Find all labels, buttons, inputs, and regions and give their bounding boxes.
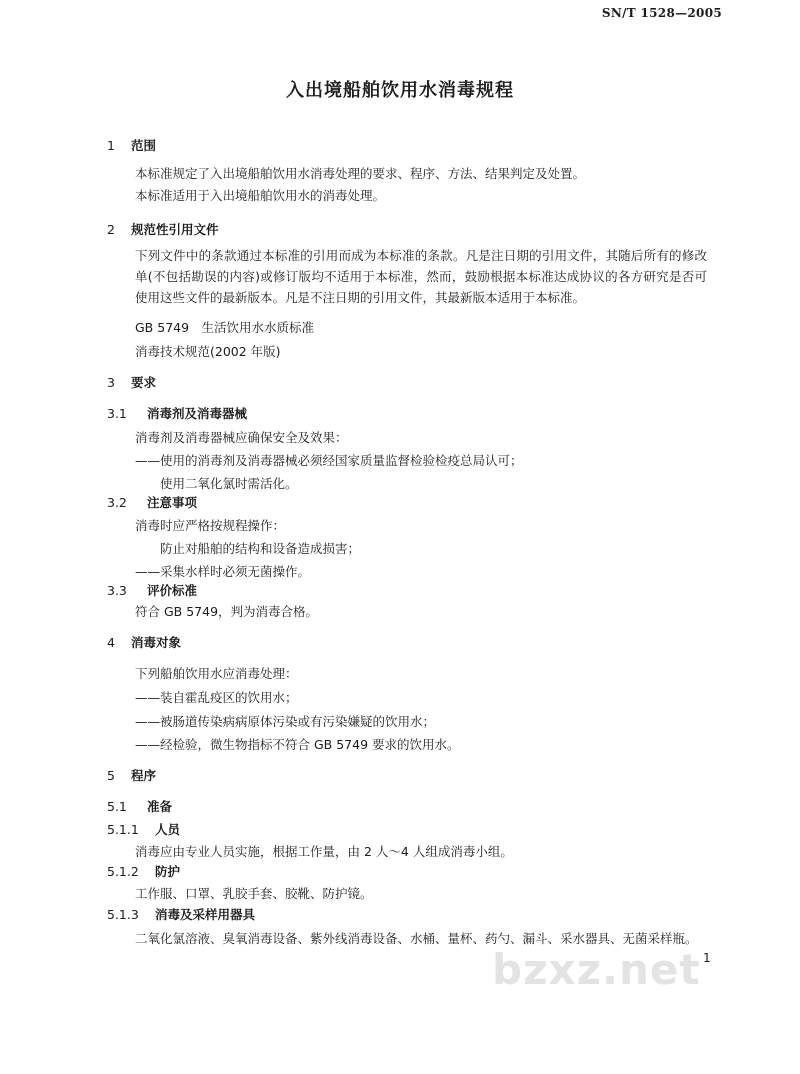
- section-4-heading: [107, 633, 181, 651]
- section-1-heading: [107, 136, 156, 154]
- section-number: 2: [107, 222, 115, 237]
- section-3-heading: [107, 373, 156, 391]
- section-number: 4: [107, 635, 115, 650]
- subsection-5-1-heading: [107, 797, 172, 815]
- subsection-3-1-heading: [107, 404, 247, 422]
- subsection-3-2-heading: [107, 493, 197, 511]
- subsection-title: 注意事项: [147, 495, 198, 510]
- section-title: 规范性引用文件: [131, 222, 219, 237]
- section-title: 程序: [131, 768, 157, 783]
- page-title: 入出境船舶饮用水消毒规程: [286, 80, 514, 101]
- section-title: 范围: [131, 138, 157, 153]
- paragraph: 符合 GB 5749，判为消毒合格。: [135, 604, 319, 619]
- list-item: ——使用的消毒剂及消毒器械必须经国家质量监督检验检疫总局认可；: [135, 453, 523, 468]
- list-item: ——装自霍乱疫区的饮用水；: [135, 690, 298, 705]
- section-5-heading: [107, 766, 156, 784]
- list-item: ——采集水样时必须无菌操作。: [135, 564, 311, 579]
- subsection-number: 3.2: [107, 495, 127, 510]
- subsection-number: 5.1: [107, 799, 127, 814]
- paragraph: 下列文件中的条款通过本标准的引用而成为本标准的条款。凡是注日期的引用文件，其随后所有的修改单(不包括勘误的内容)或修订版均不适用于本标准，然而，鼓励根据本标准达成协议的各方研究是否可使用这些文件的最新版本。凡是不注日期的引用文件，其最新版本适用于本标准。: [135, 248, 707, 305]
- subsection-number: 5.1.2: [107, 864, 139, 879]
- list-item: 使用二氧化氯时需活化。: [160, 476, 298, 491]
- section-title: 消毒对象: [131, 635, 182, 650]
- paragraph: 消毒剂及消毒器械应确保安全及效果：: [135, 430, 348, 445]
- section-number: 1: [107, 138, 115, 153]
- paragraph: 下列船舶饮用水应消毒处理：: [135, 666, 298, 681]
- subsection-number: 3.3: [107, 583, 127, 598]
- section-number: 3: [107, 375, 115, 390]
- list-item: ——经检验，微生物指标不符合 GB 5749 要求的饮用水。: [135, 737, 460, 752]
- subsection-number: 5.1.1: [107, 822, 139, 837]
- subsection-title: 评价标准: [147, 583, 198, 598]
- subsection-number: 5.1.3: [107, 907, 139, 922]
- subsection-title: 防护: [155, 864, 181, 879]
- paragraph: 二氧化氯溶液、臭氧消毒设备、紫外线消毒设备、水桶、量杯、药勺、漏斗、采水器具、无菌采样瓶。: [135, 931, 698, 946]
- subsection-5-1-1-heading: [107, 820, 180, 838]
- subsection-title: 消毒剂及消毒器械: [147, 406, 248, 421]
- section-title: 要求: [131, 375, 157, 390]
- subsection-3-3-heading: [107, 581, 197, 599]
- paragraph: 工作服、口罩、乳胶手套、胶靴、防护镜。: [135, 886, 373, 901]
- watermark-logo: bzxz.net: [492, 945, 701, 994]
- subsection-title: 消毒及采样用器具: [155, 907, 256, 922]
- list-item: 防止对船舶的结构和设备造成损害；: [160, 541, 361, 556]
- paragraph: 本标准适用于入出境船舶饮用水的消毒处理。: [135, 188, 386, 203]
- paragraph: 消毒应由专业人员实施，根据工作量，由 2 人～4 人组成消毒小组。: [135, 844, 513, 859]
- section-number: 5: [107, 768, 115, 783]
- paragraph: 消毒时应严格按规程操作：: [135, 518, 286, 533]
- reference-item: 消毒技术规范(2002 年版): [135, 344, 281, 359]
- list-item: ——被肠道传染病病原体污染或有污染嫌疑的饮用水；: [135, 714, 436, 729]
- page-number: 1: [703, 951, 711, 965]
- document-code: SN/T 1528—2005: [601, 6, 722, 20]
- subsection-5-1-3-heading: [107, 905, 255, 923]
- subsection-number: 3.1: [107, 406, 127, 421]
- subsection-5-1-2-heading: [107, 862, 180, 880]
- section-2-heading: [107, 220, 219, 238]
- reference-item: GB 5749 生活饮用水水质标准: [135, 320, 315, 335]
- subsection-title: 准备: [147, 799, 173, 814]
- subsection-title: 人员: [155, 822, 181, 837]
- paragraph: 本标准规定了入出境船舶饮用水消毒处理的要求、程序、方法、结果判定及处置。: [135, 166, 586, 181]
